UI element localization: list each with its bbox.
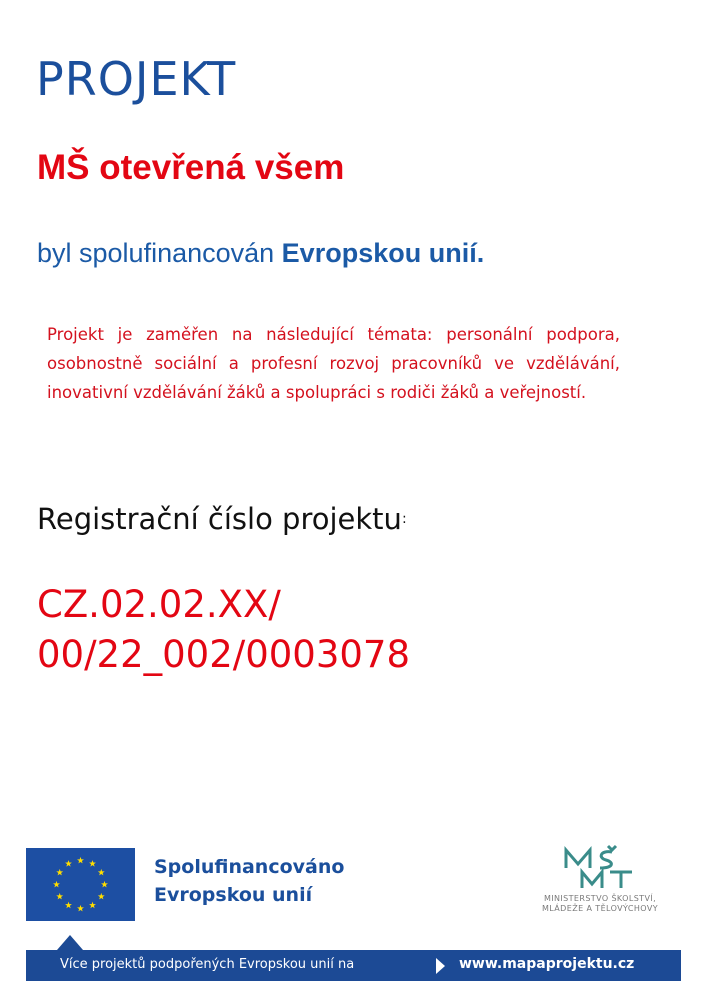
msmt-name-line2: MLÁDEŽE A TĚLOVÝCHOVY [541,904,659,913]
registration-number [37,580,410,680]
eu-cofunded-line1: Spolufinancováno [154,856,345,878]
play-arrow-icon [436,958,445,974]
funding-statement [37,238,484,269]
funding-prefix: byl spolufinancován [37,238,282,268]
eu-star-icon [65,902,72,909]
eu-cofunded-label [154,853,344,909]
project-name: MŠ otevřená všem [37,148,345,187]
eu-star-icon [98,869,105,876]
eu-star-icon [56,869,63,876]
msmt-monogram-icon [560,844,640,892]
registration-number-line2: 00/22_002/0003078 [37,633,410,676]
registration-label [37,502,407,536]
eu-star-icon [89,860,96,867]
eu-star-icon [98,893,105,900]
eu-star-icon [53,881,60,888]
eu-star-icon [101,881,108,888]
eu-star-icon [89,902,96,909]
band-notch [57,935,83,950]
footer-band [26,950,681,981]
registration-colon: : [401,511,407,527]
msmt-name [520,894,680,914]
footer-url-link[interactable]: www.mapaprojektu.cz [459,956,635,972]
funding-emphasis: Evropskou unií. [281,238,485,268]
eu-flag-icon [26,848,135,921]
registration-number-line1: CZ.02.02.XX/ [37,583,281,626]
footer-band-text: Více projektů podpořených Evropskou unií na [60,957,355,972]
eu-cofunded-line2: Evropskou unií [154,884,313,906]
msmt-logo [520,844,680,924]
eu-star-icon [77,905,84,912]
page-title: PROJEKT [36,52,237,106]
eu-star-icon [77,857,84,864]
eu-star-icon [56,893,63,900]
registration-label-text: Registrační číslo projektu [37,502,402,536]
eu-star-icon [65,860,72,867]
project-description: Projekt je zaměřen na následující témata: personální podpora, osobnostně sociální a profesní rozvoj pracovníků ve vzdělávání, inovativní vzdělávání žáků a spolupráci s rodiči žáků a veřejností. [47,325,620,402]
msmt-name-line1: MINISTERSTVO ŠKOLSTVÍ, [543,894,657,903]
